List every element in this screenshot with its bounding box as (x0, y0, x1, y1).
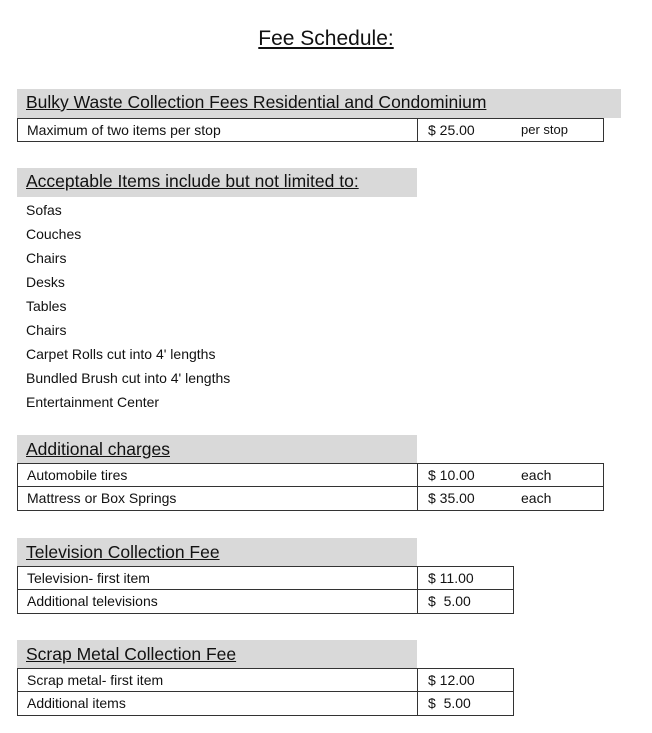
bulky-row-price: $ 25.00 (417, 119, 605, 141)
scrap-header: Scrap Metal Collection Fee (26, 644, 237, 664)
bulky-row (17, 118, 604, 142)
television-row-item: Television- first item (27, 570, 150, 586)
additional-row-price: $ 35.00 (417, 487, 605, 510)
television-row-item: Additional televisions (27, 593, 158, 609)
acceptable-items-list (26, 198, 230, 414)
list-item: Bundled Brush cut into 4' lengths (26, 370, 231, 386)
scrap-row-item: Scrap metal- first item (27, 672, 164, 688)
page-title: Fee Schedule: (258, 27, 394, 50)
additional-row-item: Mattress or Box Springs (27, 490, 177, 506)
list-item: Entertainment Center (26, 394, 160, 410)
additional-row (17, 463, 604, 487)
list-item: Carpet Rolls cut into 4' lengths (26, 346, 216, 362)
list-item: Tables (26, 298, 67, 314)
additional-row-price: $ 10.00 (417, 464, 605, 486)
scrap-row (17, 668, 514, 692)
acceptable-header: Acceptable Items include but not limited to: (26, 171, 359, 191)
list-item: Chairs (26, 250, 67, 266)
additional-header: Additional charges (26, 439, 170, 459)
television-header: Television Collection Fee (26, 542, 220, 562)
additional-row-unit: each (521, 490, 552, 506)
scrap-row (17, 691, 514, 716)
bulky-row-item: Maximum of two items per stop (27, 122, 221, 138)
list-item: Desks (26, 274, 65, 290)
television-row-price: $ 11.00 (417, 567, 515, 589)
scrap-row-price: $ 5.00 (417, 692, 515, 715)
television-row (17, 589, 514, 614)
additional-row-item: Automobile tires (27, 467, 128, 483)
bulky-row-unit: per stop (521, 122, 568, 137)
additional-row-unit: each (521, 467, 552, 483)
bulky-header: Bulky Waste Collection Fees Residential and Condominium (26, 92, 487, 112)
list-item: Chairs (26, 322, 67, 338)
list-item: Sofas (26, 202, 62, 218)
television-row-price: $ 5.00 (417, 590, 515, 613)
list-item: Couches (26, 226, 82, 242)
additional-row (17, 486, 604, 511)
scrap-row-price: $ 12.00 (417, 669, 515, 691)
television-row (17, 566, 514, 590)
scrap-row-item: Additional items (27, 695, 126, 711)
